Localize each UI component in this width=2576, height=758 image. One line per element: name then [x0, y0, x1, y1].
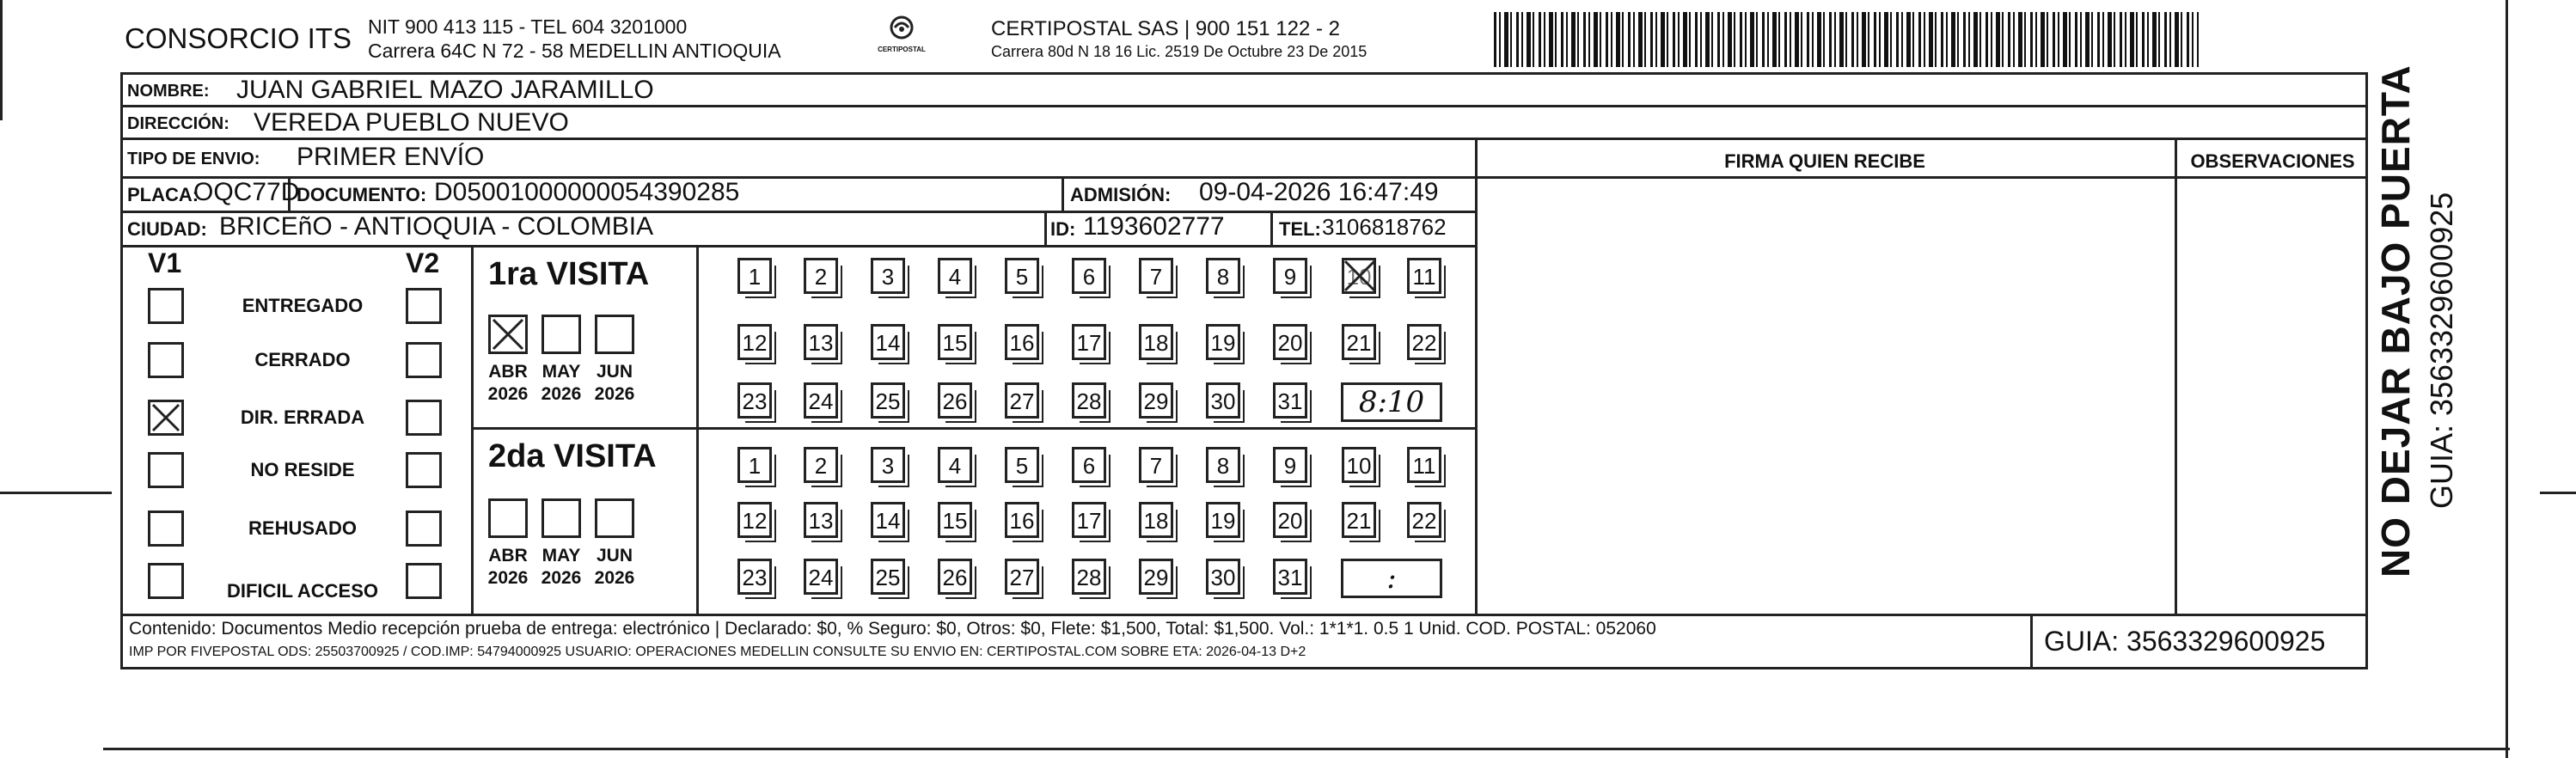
day-box[interactable]: 9 — [1273, 258, 1307, 294]
day-box[interactable]: 5 — [1005, 258, 1039, 294]
day-box[interactable]: 8 — [1206, 258, 1240, 294]
day-box[interactable]: 26 — [938, 382, 972, 419]
placa-label: PLACA: — [127, 184, 199, 205]
day-box[interactable]: 13 — [804, 324, 838, 360]
id-value: 1193602777 — [1083, 212, 1225, 241]
nit-line: NIT 900 413 115 - TEL 604 3201000 — [368, 15, 688, 38]
causal-label: NO RESIDE — [250, 459, 355, 480]
v2-checkbox[interactable] — [406, 400, 442, 436]
day-box[interactable]: 30 — [1206, 382, 1240, 419]
time-box[interactable]: 8:10 — [1341, 382, 1442, 422]
day-box[interactable]: 10 — [1342, 258, 1376, 294]
day-box[interactable]: 2 — [804, 258, 838, 294]
day-box[interactable]: 22 — [1407, 502, 1441, 538]
day-box[interactable]: 12 — [737, 324, 772, 360]
day-box[interactable]: 4 — [938, 447, 972, 483]
day-box[interactable]: 16 — [1005, 502, 1039, 538]
logo-text: CERTIPOSTAL — [878, 46, 926, 53]
row-line — [1475, 176, 2368, 179]
placa-value: OQC77D — [193, 178, 300, 206]
v2-checkbox[interactable] — [406, 563, 442, 599]
guia-box: GUIA: 3563329600925 — [2044, 626, 2326, 657]
month-year: 2026 — [594, 568, 635, 588]
v1-checkbox[interactable] — [148, 510, 184, 547]
month-year: 2026 — [487, 384, 529, 404]
month-checkbox[interactable] — [595, 498, 634, 538]
checked-x-icon — [488, 315, 528, 354]
page-edge-bottom — [103, 748, 2510, 750]
day-box[interactable]: 19 — [1206, 324, 1240, 360]
day-box[interactable]: 1 — [737, 258, 772, 294]
day-box[interactable]: 13 — [804, 502, 838, 538]
day-box[interactable]: 22 — [1407, 324, 1441, 360]
nombre-label: NOMBRE: — [127, 82, 210, 101]
v1-header: V1 — [148, 248, 182, 278]
day-box[interactable]: 20 — [1273, 502, 1307, 538]
ciudad-value: BRICEñO - ANTIOQUIA - COLOMBIA — [219, 212, 654, 241]
admision-label: ADMISIÓN: — [1070, 184, 1172, 205]
month-label — [590, 361, 639, 406]
day-box[interactable]: 10 — [1342, 447, 1376, 483]
day-box[interactable]: 29 — [1139, 559, 1173, 595]
v2-checkbox[interactable] — [406, 510, 442, 547]
day-box[interactable]: 3 — [871, 258, 905, 294]
day-box[interactable]: 30 — [1206, 559, 1240, 595]
contenido-text: Contenido: Documentos Medio recepción prueba de entrega: electrónico | Declarado: $0, % Seguro: $0, Otros: $0, Flete: $1,500, Total: $1,500. Vol.: 1*1*1. 0.5 1 Unid. COD. POSTAL: 052060 — [129, 619, 1656, 639]
v2-checkbox[interactable] — [406, 452, 442, 488]
day-box[interactable]: 23 — [737, 559, 772, 595]
firma-label: FIRMA QUIEN RECIBE — [1724, 150, 1925, 172]
month-label — [484, 545, 532, 590]
col-line — [2030, 614, 2033, 669]
col-line — [2175, 138, 2177, 615]
side-title: NO DEJAR BAJO PUERTA — [2373, 64, 2418, 578]
day-box[interactable]: 25 — [871, 382, 905, 419]
v1-checkbox[interactable] — [148, 563, 184, 599]
v2-checkbox[interactable] — [406, 342, 442, 378]
certipostal-logo — [875, 14, 928, 64]
month-name: MAY — [542, 546, 581, 565]
day-box[interactable]: 24 — [804, 382, 838, 419]
month-checkbox[interactable] — [595, 315, 634, 354]
day-box[interactable]: 7 — [1139, 447, 1173, 483]
month-name: JUN — [596, 546, 633, 565]
tipo-value: PRIMER ENVÍO — [297, 143, 485, 171]
month-checkbox[interactable] — [542, 315, 581, 354]
month-name: JUN — [596, 362, 633, 382]
col-line — [1475, 138, 1478, 615]
page-edge-right — [2506, 0, 2508, 758]
day-box[interactable]: 27 — [1005, 559, 1039, 595]
month-checkbox[interactable] — [542, 498, 581, 538]
checked-x-icon — [148, 400, 184, 436]
tel-label: TEL: — [1279, 218, 1321, 240]
barcode — [1494, 12, 2199, 67]
page-edge-left — [0, 0, 3, 120]
month-label — [590, 545, 639, 590]
id-label: ID: — [1050, 218, 1076, 240]
month-checkbox[interactable] — [488, 498, 528, 538]
page-edge-right-tick — [2540, 492, 2576, 494]
carrier-address: Carrera 80d N 18 16 Lic. 2519 De Octubre 23 De 2015 — [991, 43, 1368, 60]
causal-label: DIR. ERRADA — [240, 407, 365, 428]
tel-value: 3106818762 — [1322, 214, 1447, 240]
day-box[interactable]: 31 — [1273, 382, 1307, 419]
first-visit-title: 1ra VISITA — [488, 256, 650, 292]
day-box[interactable]: 21 — [1342, 502, 1376, 538]
time-box[interactable]: : — [1341, 559, 1442, 598]
company-name: CONSORCIO ITS — [125, 22, 352, 54]
direccion-label: DIRECCIÓN: — [127, 114, 229, 133]
day-box[interactable]: 9 — [1273, 447, 1307, 483]
day-box[interactable]: 21 — [1342, 324, 1376, 360]
day-box[interactable]: 8 — [1206, 447, 1240, 483]
day-box[interactable]: 24 — [804, 559, 838, 595]
row-line — [120, 138, 2368, 140]
direccion-value: VEREDA PUEBLO NUEVO — [254, 108, 569, 137]
row-line — [471, 427, 1477, 430]
month-year: 2026 — [487, 568, 529, 588]
day-box[interactable]: 23 — [737, 382, 772, 419]
admision-value: 09-04-2026 16:47:49 — [1199, 178, 1439, 206]
documento-label: DOCUMENTO: — [297, 184, 427, 205]
day-box[interactable]: 19 — [1206, 502, 1240, 538]
address-line: Carrera 64C N 72 - 58 MEDELLIN ANTIOQUIA — [368, 40, 781, 62]
second-visit-title: 2da VISITA — [488, 438, 657, 474]
day-box[interactable]: 2 — [804, 447, 838, 483]
day-box[interactable]: 6 — [1072, 447, 1106, 483]
month-name: MAY — [542, 362, 581, 382]
causal-label: REHUSADO — [248, 517, 357, 539]
day-box[interactable]: 28 — [1072, 559, 1106, 595]
ciudad-label: CIUDAD: — [127, 218, 207, 240]
day-box[interactable]: 20 — [1273, 324, 1307, 360]
day-box[interactable]: 11 — [1407, 447, 1441, 483]
month-name: ABR — [488, 362, 528, 382]
documento-value: D05001000000054390285 — [434, 178, 740, 206]
month-year: 2026 — [594, 384, 635, 404]
v1-checkbox[interactable] — [148, 452, 184, 488]
tipo-label: TIPO DE ENVIO: — [127, 150, 260, 168]
month-label — [484, 361, 532, 406]
v1-checkbox[interactable] — [148, 342, 184, 378]
day-box[interactable]: 3 — [871, 447, 905, 483]
day-box[interactable]: 15 — [938, 324, 972, 360]
day-box[interactable]: 17 — [1072, 324, 1106, 360]
nombre-value: JUAN GABRIEL MAZO JARAMILLO — [236, 76, 654, 104]
page-edge-left-lower — [0, 492, 112, 494]
day-box[interactable]: 29 — [1139, 382, 1173, 419]
day-box[interactable]: 7 — [1139, 258, 1173, 294]
month-label — [537, 545, 585, 590]
day-box[interactable]: 31 — [1273, 559, 1307, 595]
col-line — [696, 245, 699, 614]
month-label — [537, 361, 585, 406]
day-box[interactable]: 26 — [938, 559, 972, 595]
row-line — [120, 245, 1477, 248]
causal-label: CERRADO — [254, 349, 351, 370]
day-box[interactable]: 14 — [871, 324, 905, 360]
col-line — [1062, 176, 1064, 211]
day-box[interactable]: 18 — [1139, 502, 1173, 538]
imp-text: IMP POR FIVEPOSTAL ODS: 25503700925 / COD.IMP: 54794000925 USUARIO: OPERACIONES MEDELLIN CONSULTE SU ENVIO EN: CERTIPOSTAL.COM SOBRE ETA: 2026-04-13 D+2 — [129, 645, 1306, 659]
causal-label: ENTREGADO — [242, 295, 364, 316]
day-box[interactable]: 6 — [1072, 258, 1106, 294]
day-box[interactable]: 16 — [1005, 324, 1039, 360]
day-box[interactable]: 18 — [1139, 324, 1173, 360]
col-line — [471, 245, 474, 614]
day-box[interactable]: 28 — [1072, 382, 1106, 419]
day-box[interactable]: 27 — [1005, 382, 1039, 419]
v2-header: V2 — [406, 248, 440, 278]
causal-label: DIFICIL ACCESO — [226, 580, 378, 602]
day-box[interactable]: 1 — [737, 447, 772, 483]
day-box[interactable]: 4 — [938, 258, 972, 294]
day-box[interactable]: 15 — [938, 502, 972, 538]
day-box[interactable]: 5 — [1005, 447, 1039, 483]
col-line — [1044, 211, 1047, 245]
day-box[interactable]: 11 — [1407, 258, 1441, 294]
v2-checkbox[interactable] — [406, 288, 442, 324]
logo-mark-icon — [883, 14, 921, 41]
day-box[interactable]: 14 — [871, 502, 905, 538]
month-year: 2026 — [541, 568, 582, 588]
observaciones-label: OBSERVACIONES — [2190, 150, 2355, 172]
day-box[interactable]: 17 — [1072, 502, 1106, 538]
carrier-line: CERTIPOSTAL SAS | 900 151 122 - 2 — [991, 17, 1340, 40]
v1-checkbox[interactable] — [148, 288, 184, 324]
checked-x-icon — [1340, 256, 1380, 296]
day-box[interactable]: 12 — [737, 502, 772, 538]
day-box[interactable]: 25 — [871, 559, 905, 595]
side-guia: GUIA: 3563329600925 — [2424, 192, 2459, 509]
month-name: ABR — [488, 546, 528, 565]
col-line — [1270, 211, 1273, 245]
month-year: 2026 — [541, 384, 582, 404]
row-line — [120, 105, 2368, 107]
